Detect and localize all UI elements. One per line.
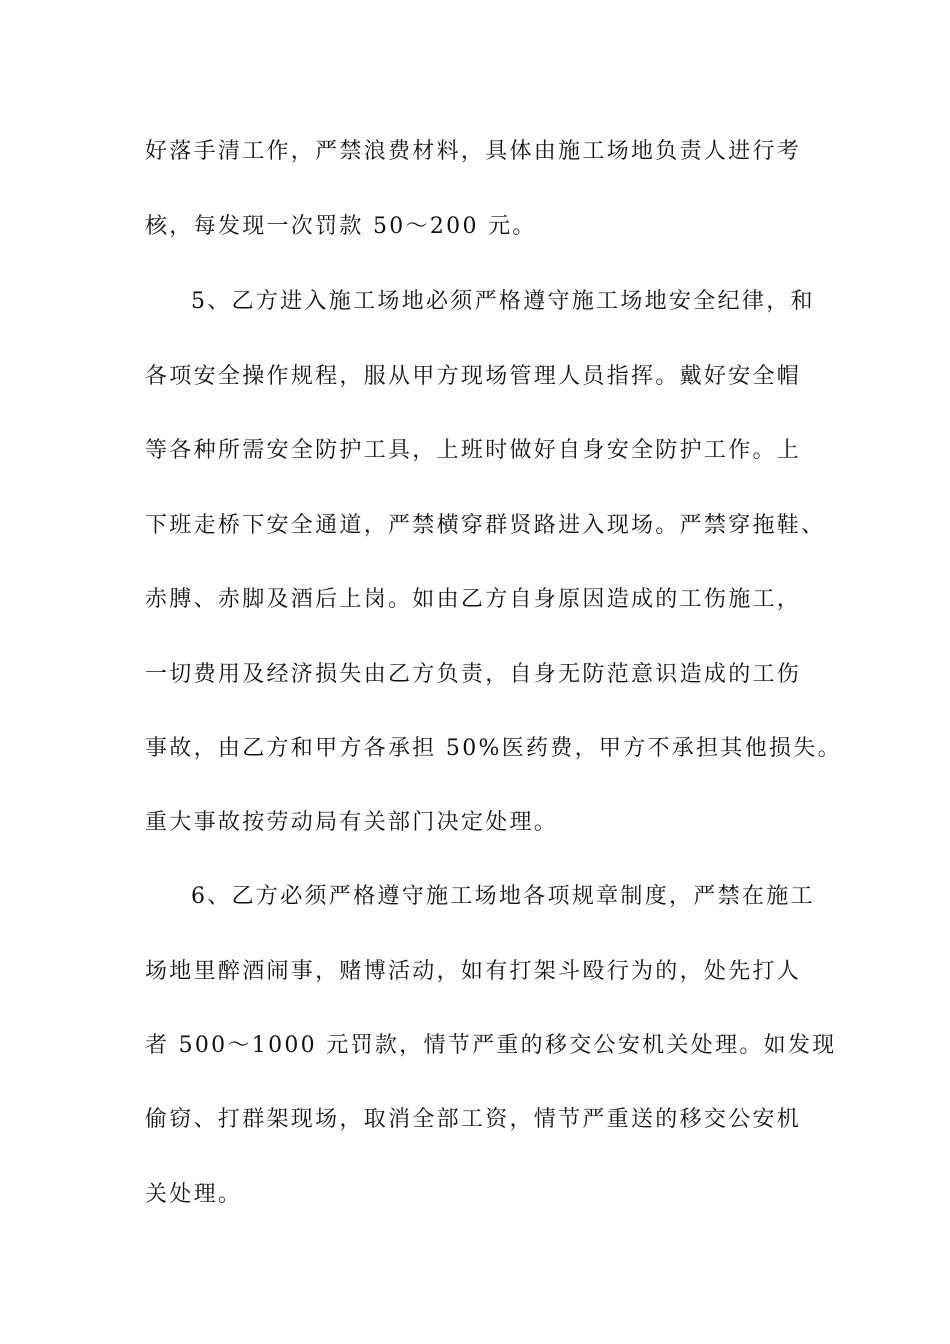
paragraph-line: 者 500～1000 元罚款，情节严重的移交公安机关处理。如发现 <box>145 1033 837 1058</box>
paragraph-5-start: 5、乙方进入施工场地必须严格遵守施工场地安全纪律，和 <box>191 289 815 314</box>
paragraph-line: 等各种所需安全防护工具，上班时做好自身安全防护工作。上 <box>145 438 802 463</box>
paragraph-line: 关处理。 <box>145 1182 243 1207</box>
paragraph-line: 场地里醉酒闹事，赌博活动，如有打架斗殴行为的，处先打人 <box>145 959 802 984</box>
paragraph-line: 事故，由乙方和甲方各承担 50%医药费，甲方不承担其他损失。 <box>145 736 842 761</box>
paragraph-line: 一切费用及经济损失由乙方负责，自身无防范意识造成的工伤 <box>145 662 802 687</box>
paragraph-line: 下班走桥下安全通道，严禁横穿群贤路进入现场。严禁穿拖鞋、 <box>145 513 826 538</box>
paragraph-line: 核，每发现一次罚款 50～200 元。 <box>145 214 537 239</box>
paragraph-line: 重大事故按劳动局有关部门决定处理。 <box>145 810 559 835</box>
paragraph-line: 好落手清工作，严禁浪费材料，具体由施工场地负责人进行考 <box>145 139 802 164</box>
paragraph-6-start: 6、乙方必须严格遵守施工场地各项规章制度，严禁在施工 <box>191 884 815 909</box>
paragraph-line: 赤膊、赤脚及酒后上岗。如由乙方自身原因造成的工伤施工， <box>145 587 802 612</box>
paragraph-line: 偷窃、打群架现场，取消全部工资，情节严重送的移交公安机 <box>145 1107 802 1132</box>
paragraph-line: 各项安全操作规程，服从甲方现场管理人员指挥。戴好安全帽 <box>145 364 802 389</box>
